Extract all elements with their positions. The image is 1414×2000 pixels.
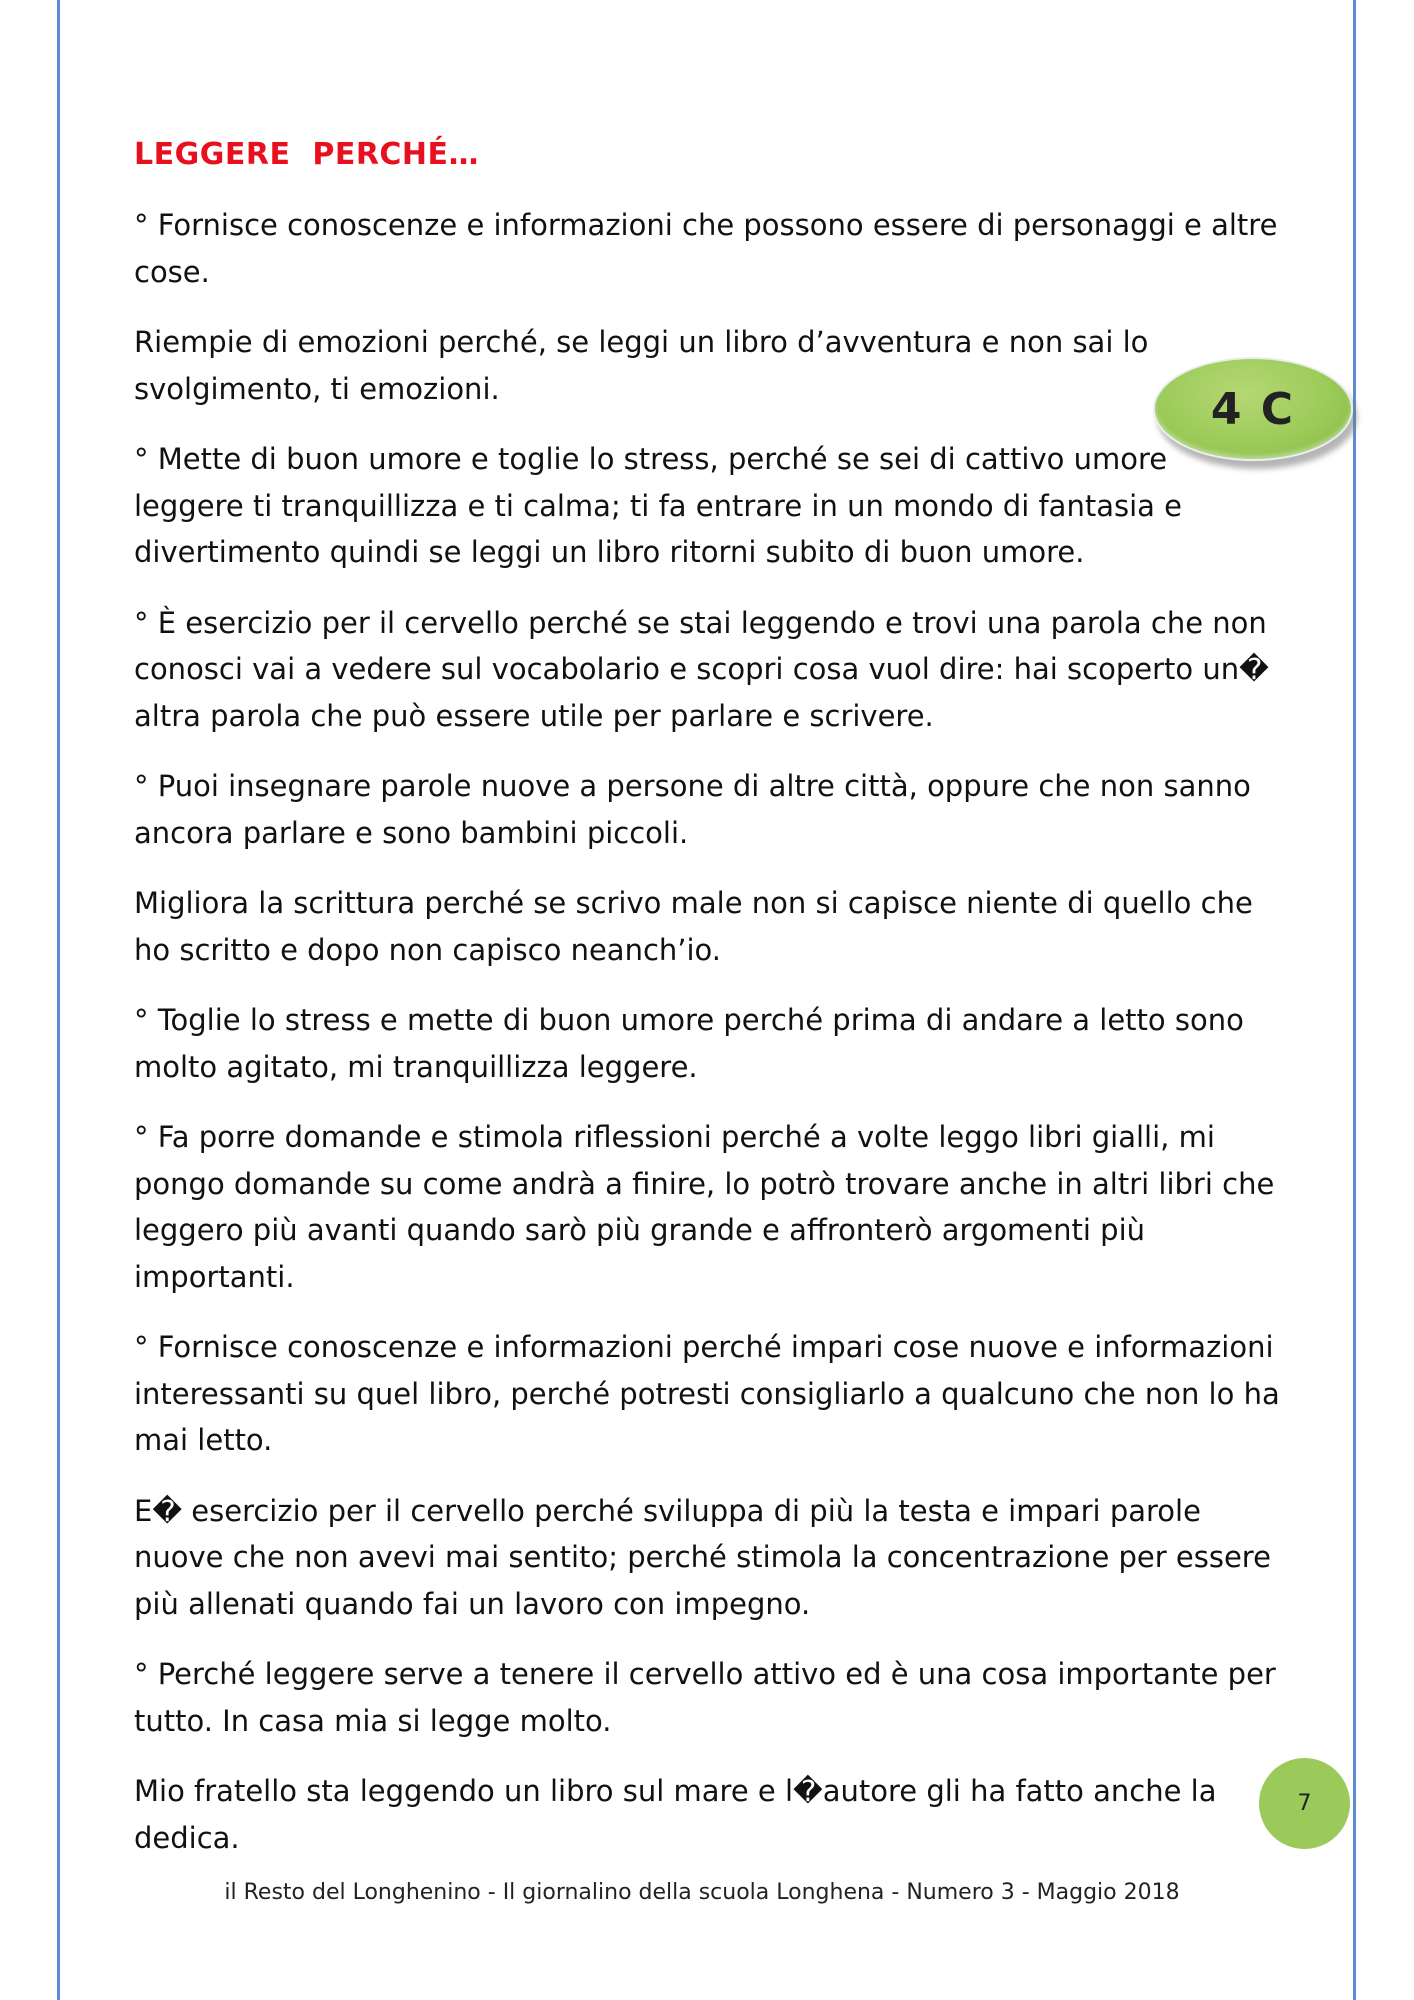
paragraph: ° Fornisce conoscenze e informazioni perché impari cose nuove e informazioni interessanti su quel libro, perché potresti consigliarlo a qualcuno che non lo ha mai letto. bbox=[134, 1330, 1280, 1457]
class-badge-label: 4 C bbox=[1210, 383, 1296, 435]
article-title: LEGGERE PERCHÉ… bbox=[134, 137, 480, 172]
left-page-border bbox=[57, 0, 60, 2000]
class-badge bbox=[1153, 357, 1353, 461]
paragraph: ° Fornisce conoscenze e informazioni che possono essere di personaggi e altre cose. bbox=[134, 208, 1278, 289]
right-page-border bbox=[1353, 0, 1356, 2000]
page-footer: il Resto del Longhenino - Il giornalino della scuola Longhena - Numero 3 - Maggio 2018 bbox=[224, 1880, 1180, 1905]
paragraph: ° Fa porre domande e stimola riflessioni perché a volte leggo libri gialli, mi pongo domande su come andrà a finire, lo potrò trovare anche in altri libri che leggero più avanti quando sarò più grande e affronterò argomenti più importanti. bbox=[134, 1120, 1275, 1294]
article-body bbox=[134, 202, 1284, 1885]
page-number-badge bbox=[1259, 1758, 1350, 1849]
paragraph: Mio fratello sta leggendo un libro sul mare e l�autore gli ha fatto anche la dedica. bbox=[134, 1774, 1217, 1855]
paragraph: Riempie di emozioni perché, se leggi un libro d’avventura e non sai lo svolgimento, ti emozioni. bbox=[134, 325, 1149, 406]
paragraph: ° Puoi insegnare parole nuove a persone di altre città, oppure che non sanno ancora parlare e sono bambini piccoli. bbox=[134, 769, 1251, 850]
paragraph: ° Toglie lo stress e mette di buon umore perché prima di andare a letto sono molto agitato, mi tranquillizza leggere. bbox=[134, 1003, 1244, 1084]
paragraph: ° Mette di buon umore e toglie lo stress, perché se sei di cattivo umore leggere ti tranquillizza e ti calma; ti fa entrare in un mondo di fantasia e divertimento quindi se leggi un libro ritorni subito di buon umore. bbox=[134, 442, 1182, 569]
paragraph: ° È esercizio per il cervello perché se stai leggendo e trovi una parola che non conosci vai a vedere sul vocabolario e scopri cosa vuol dire: hai scoperto un� altra parola che può essere utile per parlare e scrivere. bbox=[134, 605, 1269, 733]
paragraph: Migliora la scrittura perché se scrivo male non si capisce niente di quello che ho scritto e dopo non capisco neanch’io. bbox=[134, 886, 1253, 967]
paragraph: E� esercizio per il cervello perché sviluppa di più la testa e impari parole nuove che non avevi mai sentito; perché stimola la concentrazione per essere più allenati quando fai un lavoro con impegno. bbox=[134, 1493, 1271, 1621]
paragraph: ° Perché leggere serve a tenere il cervello attivo ed è una cosa importante per tutto. In casa mia si legge molto. bbox=[134, 1657, 1276, 1738]
page-number: 7 bbox=[1297, 1791, 1312, 1816]
